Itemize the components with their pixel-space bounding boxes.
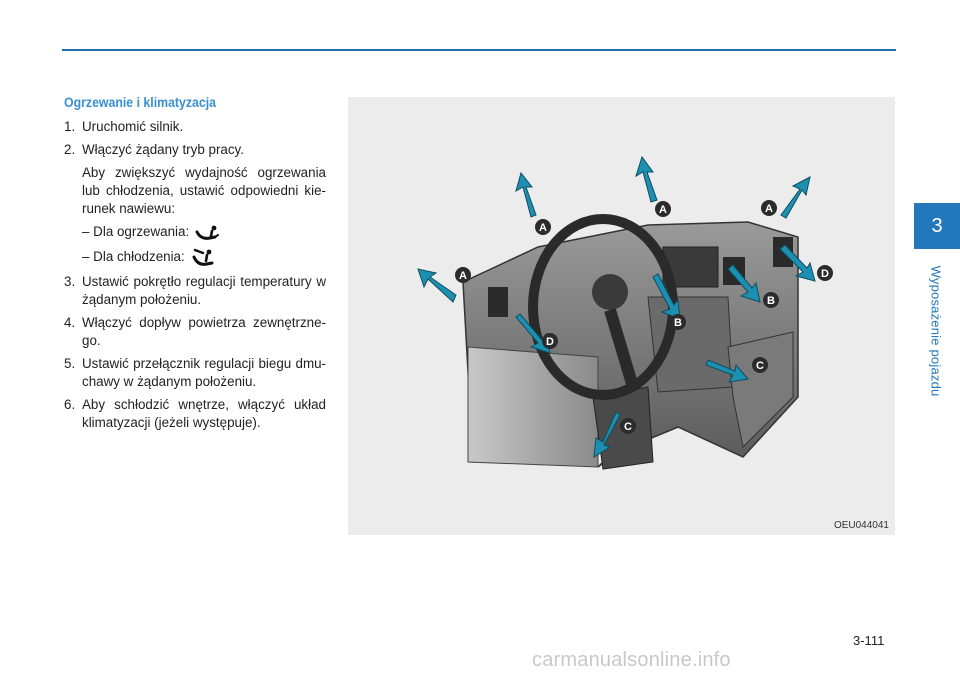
steering-hub <box>592 274 628 310</box>
figure-label: C <box>756 360 764 372</box>
airflow-arrow <box>781 177 810 218</box>
step-text: Ustawić pokrętło regulacji temperatury w żądanym położeniu. <box>82 274 326 307</box>
heating-mode-line <box>64 223 326 241</box>
list-item <box>64 355 326 391</box>
step-text: Włączyć dopływ powietrza zewnętrzne-go. <box>82 315 326 348</box>
label-badge-a <box>761 200 777 216</box>
face-floor-vent-mode-icon <box>191 247 215 267</box>
page-number: 3-111 <box>853 633 885 648</box>
airflow-arrow <box>516 173 536 217</box>
label-badge-b <box>670 314 686 330</box>
left-vent <box>488 287 508 317</box>
figure-label: C <box>624 421 632 433</box>
step-number: 3. <box>64 274 76 289</box>
list-item <box>64 273 326 309</box>
airflow-arrow <box>636 157 657 202</box>
label-badge-a <box>535 219 551 235</box>
figure-label: A <box>459 270 467 282</box>
figure-label: B <box>767 295 775 307</box>
airflow-arrow <box>418 269 456 302</box>
step-text: Włączyć żądany tryb pracy. <box>82 142 244 157</box>
chapter-tab: 3 <box>914 203 960 249</box>
step-detail: Aby zwiększyć wydajność ogrzewania lub chłodzenia, ustawić odpowiedni kie-runek nawiewu: <box>82 165 326 216</box>
dashboard-illustration <box>348 97 895 535</box>
label-badge-c <box>620 418 636 434</box>
dashboard-figure <box>348 97 895 535</box>
step-text: Aby schłodzić wnętrze, włączyć układ klimatyzacji (jeżeli występuje). <box>82 397 326 430</box>
floor-vent-mode-icon <box>195 223 219 241</box>
figure-label: D <box>821 268 829 280</box>
step-number: 4. <box>64 315 76 330</box>
label-badge-d <box>542 333 558 349</box>
step-number: 5. <box>64 356 76 371</box>
figure-code: OEU044041 <box>833 520 889 531</box>
top-rule <box>62 49 896 51</box>
chapter-title: Wyposażenie pojazdu <box>928 265 944 397</box>
list-item <box>64 396 326 432</box>
cooling-mode-line <box>64 247 326 267</box>
label-badge-b <box>763 292 779 308</box>
cooling-label: – Dla chłodzenia: <box>82 249 185 264</box>
figure-label: A <box>539 222 547 234</box>
heating-label: – Dla ogrzewania: <box>82 224 190 239</box>
list-item <box>64 314 326 350</box>
step-number: 6. <box>64 397 76 412</box>
step-number: 2. <box>64 142 76 157</box>
step-number: 1. <box>64 119 76 134</box>
label-badge-a <box>655 201 671 217</box>
chapter-label <box>916 256 956 406</box>
center-console <box>648 297 733 392</box>
instruction-list <box>64 118 326 437</box>
figure-label: A <box>765 203 773 215</box>
figure-label: B <box>674 317 682 329</box>
step-text: Uruchomić silnik. <box>82 119 184 134</box>
label-badge-a <box>455 267 471 283</box>
watermark: carmanualsonline.info <box>532 649 731 671</box>
figure-label: D <box>546 336 554 348</box>
label-badge-c <box>752 357 768 373</box>
list-item <box>64 118 326 136</box>
list-item <box>64 141 326 159</box>
lower-panel <box>468 347 598 467</box>
label-badge-d <box>817 265 833 281</box>
step-text: Ustawić przełącznik regulacji biegu dmu-chawy w żądanym położeniu. <box>82 356 326 389</box>
figure-label: A <box>659 204 667 216</box>
section-title: Ogrzewanie i klimatyzacja <box>64 94 217 110</box>
